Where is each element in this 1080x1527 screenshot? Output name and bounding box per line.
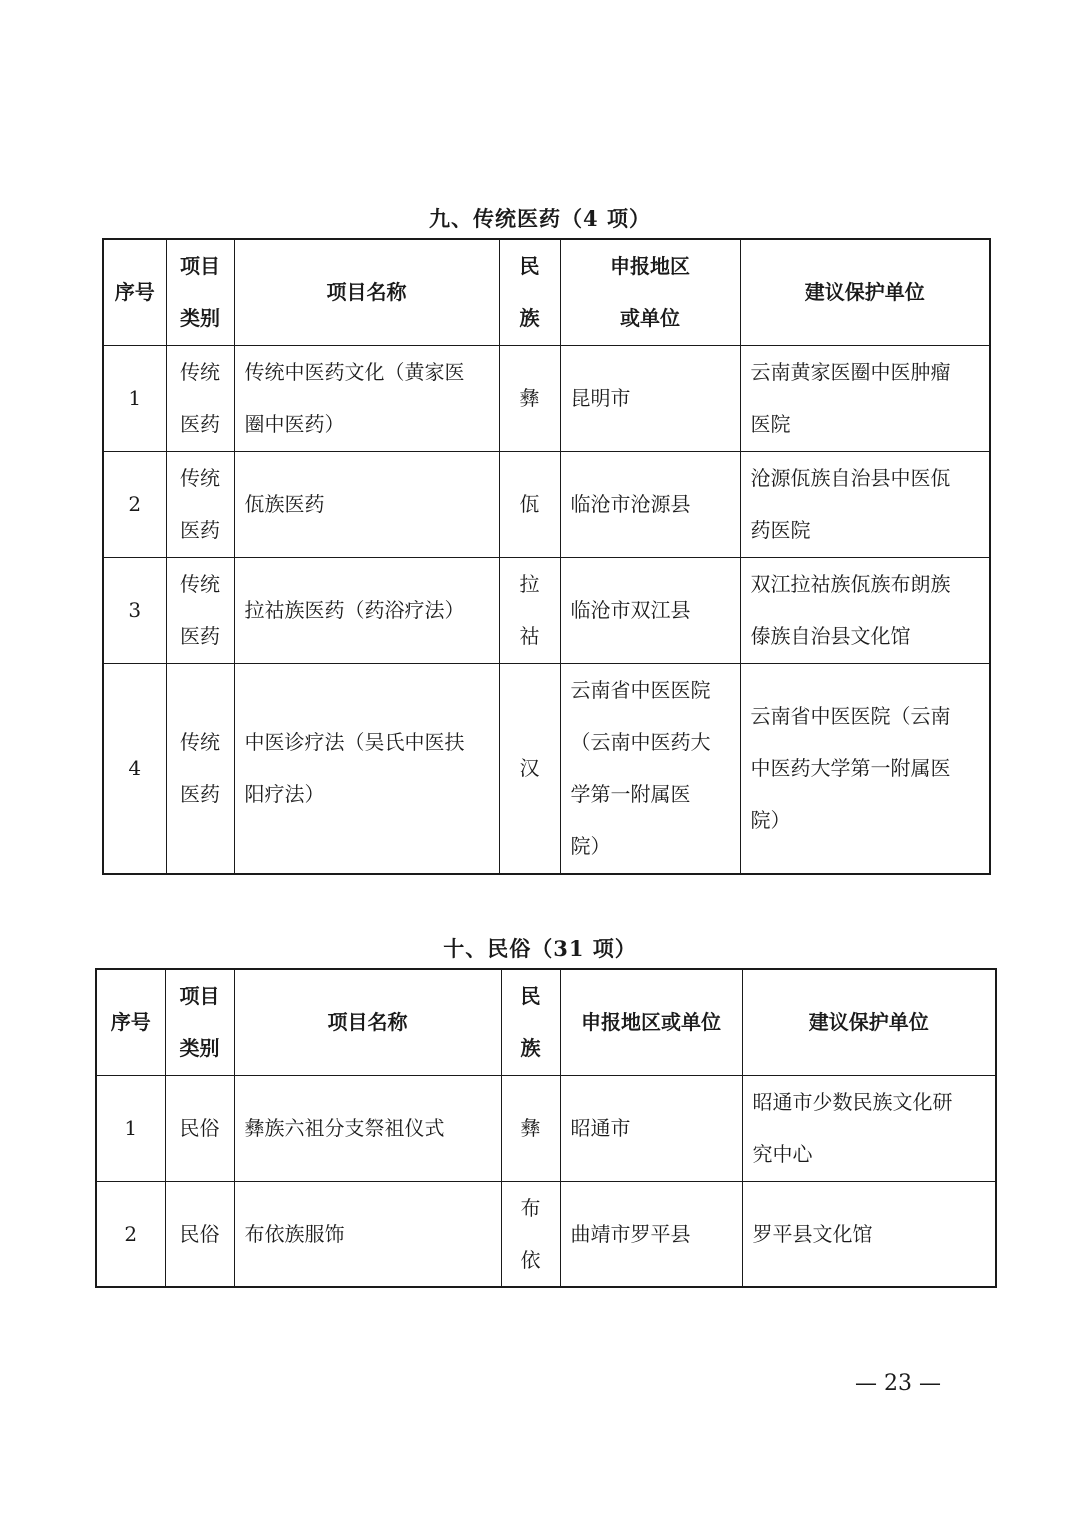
cell-region — [560, 1181, 742, 1287]
table-row — [103, 451, 990, 557]
cell-category — [166, 663, 234, 874]
cell-region-line: 曲靖市罗平县 — [570, 1221, 691, 1246]
table-row — [103, 557, 990, 663]
cell-ethnic-group — [499, 451, 560, 557]
cell-category-line: 民俗 — [179, 1116, 220, 1140]
cell-ethnic-group-line: 拉 — [519, 572, 540, 596]
cell-seq: 1 — [96, 1075, 165, 1181]
cell-category-line: 民俗 — [179, 1221, 220, 1246]
cell-project-name-line: 佤族医药 — [244, 492, 325, 516]
cell-region-line: 临沧市双江县 — [570, 598, 691, 622]
cell-ethnic-group-line: 彝 — [519, 386, 540, 410]
cell-category — [165, 1181, 234, 1287]
cell-project-name — [234, 345, 499, 451]
cell-category — [165, 1075, 234, 1181]
cell-seq: 2 — [96, 1181, 165, 1287]
cell-protection-unit — [742, 1181, 996, 1287]
header-ethnic: 民 族 — [501, 969, 560, 1075]
cell-project-name — [234, 663, 499, 874]
cell-ethnic-group — [501, 1181, 560, 1287]
section-title-folk-customs: 十、民俗（31 项） — [443, 936, 637, 961]
header-seq: 序号 — [96, 969, 165, 1075]
cell-protection-unit-line: 究中心 — [752, 1142, 813, 1166]
cell-protection-unit — [740, 345, 990, 451]
header-unit: 建议保护单位 — [740, 239, 990, 345]
cell-region — [560, 451, 740, 557]
cell-project-name — [234, 557, 499, 663]
cell-ethnic-group-line: 佤 — [519, 492, 540, 516]
cell-region — [560, 663, 740, 874]
header-region: 申报地区 或单位 — [560, 239, 740, 345]
cell-protection-unit — [740, 663, 990, 874]
cell-project-name — [234, 1181, 501, 1287]
cell-ethnic-group-line: 布 — [520, 1195, 541, 1220]
cell-seq: 2 — [103, 451, 166, 557]
cell-region-line: 昭通市 — [570, 1116, 631, 1140]
cell-region-line: 院） — [570, 834, 611, 859]
cell-category — [166, 557, 234, 663]
cell-protection-unit — [742, 1075, 996, 1181]
header-unit: 建议保护单位 — [742, 969, 996, 1075]
cell-protection-unit — [740, 451, 990, 557]
cell-category-line: 传统 — [180, 730, 220, 755]
header-region: 申报地区或单位 — [560, 969, 742, 1075]
cell-project-name-line: 传统中医药文化（黄家医 — [244, 360, 465, 384]
table-row — [103, 663, 990, 874]
cell-protection-unit-line: 傣族自治县文化馆 — [750, 624, 911, 648]
cell-region-line: 云南省中医医院 — [570, 678, 711, 703]
cell-project-name — [234, 1075, 501, 1181]
header-name: 项目名称 — [234, 239, 499, 345]
cell-category-line: 传统 — [180, 466, 220, 490]
cell-protection-unit-line: 沧源佤族自治县中医佤 — [750, 466, 951, 490]
cell-protection-unit-line: 医院 — [750, 412, 791, 436]
table-header-row — [103, 239, 990, 345]
cell-region-line: 临沧市沧源县 — [570, 492, 691, 516]
cell-category-line: 医药 — [180, 624, 220, 648]
cell-seq: 1 — [103, 345, 166, 451]
cell-project-name-line: 彝族六祖分支祭祖仪式 — [244, 1116, 445, 1140]
table-row — [103, 345, 990, 451]
cell-ethnic-group-line: 祜 — [519, 624, 540, 648]
cell-region — [560, 557, 740, 663]
cell-project-name-line: 布依族服饰 — [244, 1221, 345, 1246]
header-ethnic: 民 族 — [499, 239, 560, 345]
section-title-traditional-medicine: 九、传统医药（4 项） — [429, 206, 651, 231]
folk-customs-table — [95, 968, 997, 1288]
cell-ethnic-group-line: 彝 — [520, 1116, 541, 1140]
cell-protection-unit-line: 双江拉祜族佤族布朗族 — [750, 572, 951, 596]
cell-region — [560, 345, 740, 451]
cell-protection-unit-line: 院） — [750, 808, 791, 833]
cell-ethnic-group — [499, 345, 560, 451]
cell-category-line: 传统 — [180, 572, 220, 596]
cell-seq: 4 — [103, 663, 166, 874]
cell-project-name-line: 阳疗法） — [244, 782, 325, 807]
cell-project-name-line: 拉祜族医药（药浴疗法） — [244, 598, 465, 622]
cell-ethnic-group — [499, 663, 560, 874]
cell-protection-unit-line: 中医药大学第一附属医 — [750, 756, 951, 781]
cell-ethnic-group-line: 依 — [520, 1247, 541, 1272]
cell-category-line: 医药 — [180, 782, 220, 807]
table-row — [96, 1075, 996, 1181]
traditional-medicine-table — [102, 238, 991, 875]
cell-category — [166, 451, 234, 557]
cell-protection-unit-line: 云南黄家医圈中医肿瘤 — [750, 360, 951, 384]
cell-protection-unit-line: 药医院 — [750, 518, 811, 542]
cell-protection-unit — [740, 557, 990, 663]
cell-project-name-line: 中医诊疗法（吴氏中医扶 — [244, 730, 465, 755]
header-name: 项目名称 — [234, 969, 501, 1075]
page-number: — 23 — — [855, 1371, 941, 1396]
cell-project-name — [234, 451, 499, 557]
table-header-row — [96, 969, 996, 1075]
cell-ethnic-group — [501, 1075, 560, 1181]
cell-protection-unit-line: 昭通市少数民族文化研 — [752, 1090, 953, 1114]
cell-category — [166, 345, 234, 451]
table-row — [96, 1181, 996, 1287]
cell-ethnic-group-line: 汉 — [519, 756, 540, 781]
cell-category-line: 医药 — [180, 518, 220, 542]
cell-region-line: 学第一附属医 — [570, 782, 691, 807]
cell-region-line: 昆明市 — [570, 386, 631, 410]
cell-protection-unit-line: 云南省中医医院（云南 — [750, 704, 951, 729]
header-category: 项目 类别 — [165, 969, 234, 1075]
cell-region-line: （云南中医药大 — [570, 730, 711, 755]
cell-seq: 3 — [103, 557, 166, 663]
header-seq: 序号 — [103, 239, 166, 345]
header-category: 项目 类别 — [166, 239, 234, 345]
cell-category-line: 传统 — [180, 360, 220, 384]
cell-project-name-line: 圈中医药） — [244, 412, 345, 436]
cell-region — [560, 1075, 742, 1181]
cell-category-line: 医药 — [180, 412, 220, 436]
cell-ethnic-group — [499, 557, 560, 663]
cell-protection-unit-line: 罗平县文化馆 — [752, 1221, 873, 1246]
